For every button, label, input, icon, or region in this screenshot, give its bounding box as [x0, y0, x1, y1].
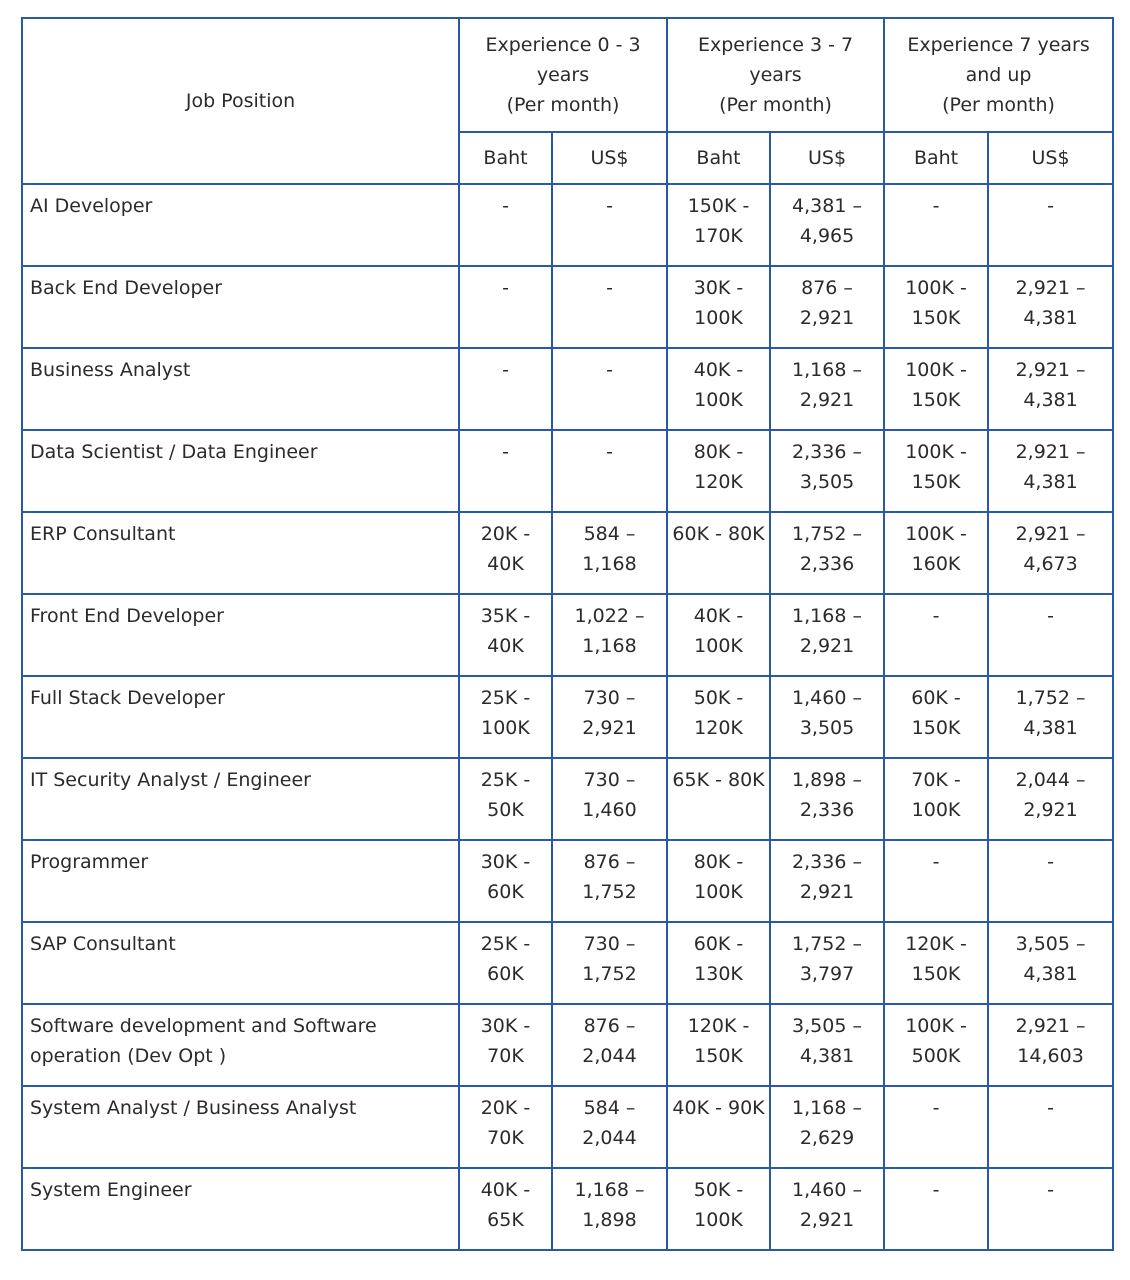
baht-range-cell [667, 184, 770, 266]
cell-line: 20K - [480, 1097, 531, 1119]
job-position-cell: Software development and Software operation (Dev Opt ) [22, 1004, 459, 1086]
cell-line: 1,460 [582, 799, 637, 821]
cell-line: 100K [911, 799, 961, 821]
baht-range-cell [884, 1168, 988, 1250]
cell-line: 876 – [583, 851, 636, 873]
baht-range-cell [884, 840, 988, 922]
cell-line: 150K [911, 717, 961, 739]
table-row [22, 1168, 1113, 1250]
cell-line: 1,168 – [792, 605, 862, 627]
baht-range-cell [884, 430, 988, 512]
baht-range-cell [884, 184, 988, 266]
cell-line: 60K - [693, 933, 744, 955]
header-line: (Per month) [506, 94, 620, 116]
cell-line: 100K [481, 717, 530, 739]
usd-range-cell [552, 348, 667, 430]
cell-line: - [1047, 1097, 1054, 1119]
cell-line: 1,168 – [792, 359, 862, 381]
cell-line: 100K - [905, 359, 967, 381]
baht-range-cell [459, 1004, 552, 1086]
cell-line: - [606, 359, 613, 381]
usd-range-cell [552, 1086, 667, 1168]
baht-range-cell [459, 512, 552, 594]
cell-line: 2,921 [799, 307, 855, 329]
cell-line: 2,336 [799, 799, 855, 821]
cell-line: 4,381 [799, 1045, 855, 1067]
baht-range-cell [459, 676, 552, 758]
table-row [22, 676, 1113, 758]
cell-line: 50K - [693, 687, 744, 709]
usd-range-cell [988, 1086, 1113, 1168]
cell-line: 1,898 [582, 1209, 637, 1231]
cell-line: 876 – [583, 1015, 636, 1037]
experience-7-up-header [884, 18, 1113, 132]
baht-range-cell [884, 266, 988, 348]
usd-range-cell [770, 758, 884, 840]
cell-line: 2,921 [799, 881, 855, 903]
cell-line: 730 – [583, 933, 636, 955]
job-position-cell: IT Security Analyst / Engineer [22, 758, 459, 840]
cell-line: 30K - [480, 851, 531, 873]
baht-header: Baht [459, 132, 552, 184]
baht-range-cell [667, 594, 770, 676]
usd-range-cell [988, 184, 1113, 266]
baht-range-cell [667, 1004, 770, 1086]
cell-line: 80K - [693, 441, 744, 463]
cell-line: 30K - [480, 1015, 531, 1037]
baht-header: Baht [667, 132, 770, 184]
cell-line: 100K - [905, 441, 967, 463]
job-position-cell: System Engineer [22, 1168, 459, 1250]
cell-line: - [606, 441, 613, 463]
cell-line: 3,505 [799, 717, 855, 739]
cell-line: - [502, 359, 509, 381]
cell-line: 2,921 – [1015, 359, 1086, 381]
cell-line: 100K [694, 389, 743, 411]
cell-line: 1,752 – [792, 523, 862, 545]
cell-line: 4,673 [1023, 553, 1078, 575]
cell-line: 1,752 [582, 963, 637, 985]
cell-line: 2,921 [799, 1209, 855, 1231]
cell-line: 2,629 [799, 1127, 855, 1149]
cell-line: 2,336 [799, 553, 855, 575]
usd-header: US$ [552, 132, 667, 184]
cell-line: 1,752 – [1015, 687, 1086, 709]
cell-line: - [606, 277, 613, 299]
cell-line: 2,336 – [792, 851, 862, 873]
usd-header: US$ [988, 132, 1113, 184]
cell-line: - [932, 851, 940, 873]
header-line: Experience 3 - 7 [697, 34, 854, 56]
usd-range-cell [552, 1168, 667, 1250]
cell-line: 3,797 [799, 963, 855, 985]
usd-range-cell [988, 512, 1113, 594]
usd-range-cell [770, 922, 884, 1004]
cell-line: 1,168 [582, 553, 637, 575]
usd-range-cell [770, 676, 884, 758]
cell-line: 30K - [693, 277, 744, 299]
cell-line: 500K [911, 1045, 961, 1067]
job-position-cell: ERP Consultant [22, 512, 459, 594]
job-position-cell: Data Scientist / Data Engineer [22, 430, 459, 512]
usd-range-cell [770, 430, 884, 512]
cell-line: 170K [694, 225, 743, 247]
cell-line: 40K - [693, 359, 744, 381]
cell-line: 2,921 [1023, 799, 1078, 821]
usd-range-cell [552, 840, 667, 922]
cell-line: 150K [911, 307, 961, 329]
baht-header: Baht [884, 132, 988, 184]
baht-range-cell [884, 922, 988, 1004]
job-position-cell: Front End Developer [22, 594, 459, 676]
usd-range-cell [770, 348, 884, 430]
cell-line: 120K [694, 717, 743, 739]
cell-line: 80K - [693, 851, 744, 873]
cell-line: 25K - [480, 933, 531, 955]
usd-range-cell [988, 840, 1113, 922]
cell-line: 25K - [480, 769, 531, 791]
cell-line: - [606, 195, 613, 217]
cell-line: 2,044 [582, 1127, 637, 1149]
usd-range-cell [988, 922, 1113, 1004]
job-position-cell: Full Stack Developer [22, 676, 459, 758]
job-position-cell: SAP Consultant [22, 922, 459, 1004]
cell-line: 130K [694, 963, 743, 985]
cell-line: 100K - [905, 277, 967, 299]
cell-line: 584 – [583, 523, 636, 545]
table-row [22, 1004, 1113, 1086]
cell-line: 584 – [583, 1097, 636, 1119]
baht-range-cell [459, 430, 552, 512]
table-body [22, 184, 1113, 1250]
usd-range-cell [552, 1004, 667, 1086]
usd-range-cell [770, 1004, 884, 1086]
cell-line: 100K [694, 1209, 743, 1231]
baht-range-cell [459, 840, 552, 922]
usd-range-cell [552, 676, 667, 758]
cell-line: 20K - [480, 523, 531, 545]
cell-line: 4,381 [1023, 471, 1078, 493]
baht-range-cell [884, 512, 988, 594]
usd-range-cell [988, 266, 1113, 348]
experience-3-7-header [667, 18, 884, 132]
cell-line: 65K - 80K [672, 769, 765, 791]
cell-line: 4,965 [799, 225, 855, 247]
usd-range-cell [770, 266, 884, 348]
cell-line: 3,505 – [1015, 933, 1086, 955]
cell-line: - [932, 605, 940, 627]
cell-line: 2,921 [799, 635, 855, 657]
cell-line: - [1047, 1179, 1054, 1201]
cell-line: - [502, 441, 509, 463]
baht-range-cell [459, 1168, 552, 1250]
job-position-cell: AI Developer [22, 184, 459, 266]
table-row [22, 840, 1113, 922]
usd-range-cell [988, 430, 1113, 512]
cell-line: 4,381 [1023, 389, 1078, 411]
cell-line: 100K [694, 881, 743, 903]
usd-range-cell [988, 348, 1113, 430]
cell-line: 150K [911, 963, 961, 985]
usd-range-cell [988, 1168, 1113, 1250]
usd-range-cell [770, 594, 884, 676]
cell-line: 1,168 – [574, 1179, 645, 1201]
usd-range-cell [552, 758, 667, 840]
cell-line: - [502, 277, 509, 299]
baht-range-cell [667, 1086, 770, 1168]
cell-line: 60K - 80K [672, 523, 765, 545]
cell-line: 2,044 – [1015, 769, 1086, 791]
usd-range-cell [770, 184, 884, 266]
baht-range-cell [667, 430, 770, 512]
cell-line: 40K - [480, 1179, 531, 1201]
table-row [22, 1086, 1113, 1168]
baht-range-cell [884, 758, 988, 840]
usd-range-cell [552, 922, 667, 1004]
usd-range-cell [552, 430, 667, 512]
cell-line: 60K - [911, 687, 961, 709]
usd-range-cell [770, 1168, 884, 1250]
cell-line: 1,168 [582, 635, 637, 657]
baht-range-cell [884, 594, 988, 676]
cell-line: 2,921 – [1015, 523, 1086, 545]
cell-line: 100K - [905, 1015, 967, 1037]
job-position-cell: Business Analyst [22, 348, 459, 430]
cell-line: 25K - [480, 687, 531, 709]
cell-line: 120K - [905, 933, 967, 955]
cell-line: 1,460 – [792, 1179, 862, 1201]
table-row [22, 430, 1113, 512]
cell-line: 876 – [801, 277, 853, 299]
cell-line: 1,168 – [792, 1097, 862, 1119]
cell-line: 120K [694, 471, 743, 493]
cell-line: 35K - [480, 605, 531, 627]
baht-range-cell [459, 1086, 552, 1168]
table-row [22, 512, 1113, 594]
baht-range-cell [884, 676, 988, 758]
usd-range-cell [552, 184, 667, 266]
cell-line: 2,336 – [792, 441, 862, 463]
cell-line: - [1047, 605, 1054, 627]
cell-line: 150K [911, 471, 961, 493]
cell-line: 70K [487, 1127, 524, 1149]
cell-line: - [932, 1179, 940, 1201]
cell-line: 1,898 – [792, 769, 862, 791]
usd-range-cell [770, 1086, 884, 1168]
usd-header: US$ [770, 132, 884, 184]
cell-line: 60K [487, 881, 524, 903]
usd-range-cell [988, 676, 1113, 758]
cell-line: 1,752 – [792, 933, 862, 955]
baht-range-cell [884, 348, 988, 430]
cell-line: 730 – [583, 769, 636, 791]
baht-range-cell [459, 266, 552, 348]
usd-range-cell [552, 266, 667, 348]
usd-range-cell [552, 512, 667, 594]
cell-line: 160K [911, 553, 961, 575]
cell-line: 2,921 [582, 717, 637, 739]
job-position-header: Job Position [22, 18, 459, 184]
cell-line: 2,921 [799, 389, 855, 411]
header-line: years [749, 64, 802, 86]
usd-range-cell [988, 1004, 1113, 1086]
cell-line: 1,460 – [792, 687, 862, 709]
cell-line: 100K [694, 635, 743, 657]
baht-range-cell [667, 266, 770, 348]
table-row [22, 922, 1113, 1004]
cell-line: 4,381 [1023, 717, 1078, 739]
experience-0-3-header [459, 18, 667, 132]
usd-range-cell [770, 840, 884, 922]
cell-line: 2,921 – [1015, 441, 1086, 463]
cell-line: 40K [487, 635, 524, 657]
table-row [22, 266, 1113, 348]
usd-range-cell [988, 758, 1113, 840]
baht-range-cell [667, 348, 770, 430]
baht-range-cell [667, 840, 770, 922]
header-line: Experience 7 years [907, 34, 1090, 56]
cell-line: 150K - [687, 195, 750, 217]
baht-range-cell [667, 512, 770, 594]
cell-line: 150K [694, 1045, 743, 1067]
header-line: (Per month) [719, 94, 832, 116]
cell-line: 4,381 [1023, 963, 1078, 985]
usd-range-cell [770, 512, 884, 594]
baht-range-cell [459, 758, 552, 840]
usd-range-cell [552, 594, 667, 676]
cell-line: 40K - [693, 605, 744, 627]
cell-line: - [1047, 851, 1054, 873]
job-position-cell: System Analyst / Business Analyst [22, 1086, 459, 1168]
cell-line: 100K - [905, 523, 967, 545]
baht-range-cell [459, 922, 552, 1004]
cell-line: 4,381 [1023, 307, 1078, 329]
job-position-cell: Programmer [22, 840, 459, 922]
cell-line: 1,022 – [574, 605, 645, 627]
header-line: years [536, 64, 590, 86]
job-position-cell: Back End Developer [22, 266, 459, 348]
cell-line: 65K [487, 1209, 524, 1231]
baht-range-cell [667, 758, 770, 840]
table-row [22, 594, 1113, 676]
header-line: (Per month) [942, 94, 1055, 116]
usd-range-cell [988, 594, 1113, 676]
cell-line: 3,505 – [792, 1015, 862, 1037]
cell-line: 2,921 – [1015, 277, 1086, 299]
header-line: Experience 0 - 3 [485, 34, 641, 56]
cell-line: 730 – [583, 687, 636, 709]
cell-line: 50K - [693, 1179, 744, 1201]
cell-line: 2,044 [582, 1045, 637, 1067]
cell-line: 3,505 [799, 471, 855, 493]
cell-line: 14,603 [1017, 1045, 1084, 1067]
cell-line: - [1047, 195, 1054, 217]
cell-line: - [932, 1097, 940, 1119]
baht-range-cell [459, 594, 552, 676]
salary-table [21, 17, 1114, 1251]
baht-range-cell [459, 348, 552, 430]
baht-range-cell [459, 184, 552, 266]
table-row [22, 184, 1113, 266]
cell-line: 100K [694, 307, 743, 329]
cell-line: 2,921 – [1015, 1015, 1086, 1037]
cell-line: - [932, 195, 940, 217]
cell-line: 120K - [687, 1015, 750, 1037]
header-line: and up [965, 64, 1032, 86]
cell-line: 60K [487, 963, 524, 985]
baht-range-cell [884, 1004, 988, 1086]
table-row [22, 758, 1113, 840]
cell-line: 150K [911, 389, 961, 411]
baht-range-cell [667, 1168, 770, 1250]
cell-line: 40K [487, 553, 524, 575]
table-row [22, 348, 1113, 430]
cell-line: 50K [487, 799, 524, 821]
baht-range-cell [884, 1086, 988, 1168]
cell-line: 40K - 90K [672, 1097, 765, 1119]
cell-line: - [502, 195, 509, 217]
cell-line: 4,381 – [792, 195, 862, 217]
cell-line: 70K [487, 1045, 524, 1067]
baht-range-cell [667, 676, 770, 758]
baht-range-cell [667, 922, 770, 1004]
cell-line: 1,752 [582, 881, 637, 903]
cell-line: 70K - [911, 769, 961, 791]
